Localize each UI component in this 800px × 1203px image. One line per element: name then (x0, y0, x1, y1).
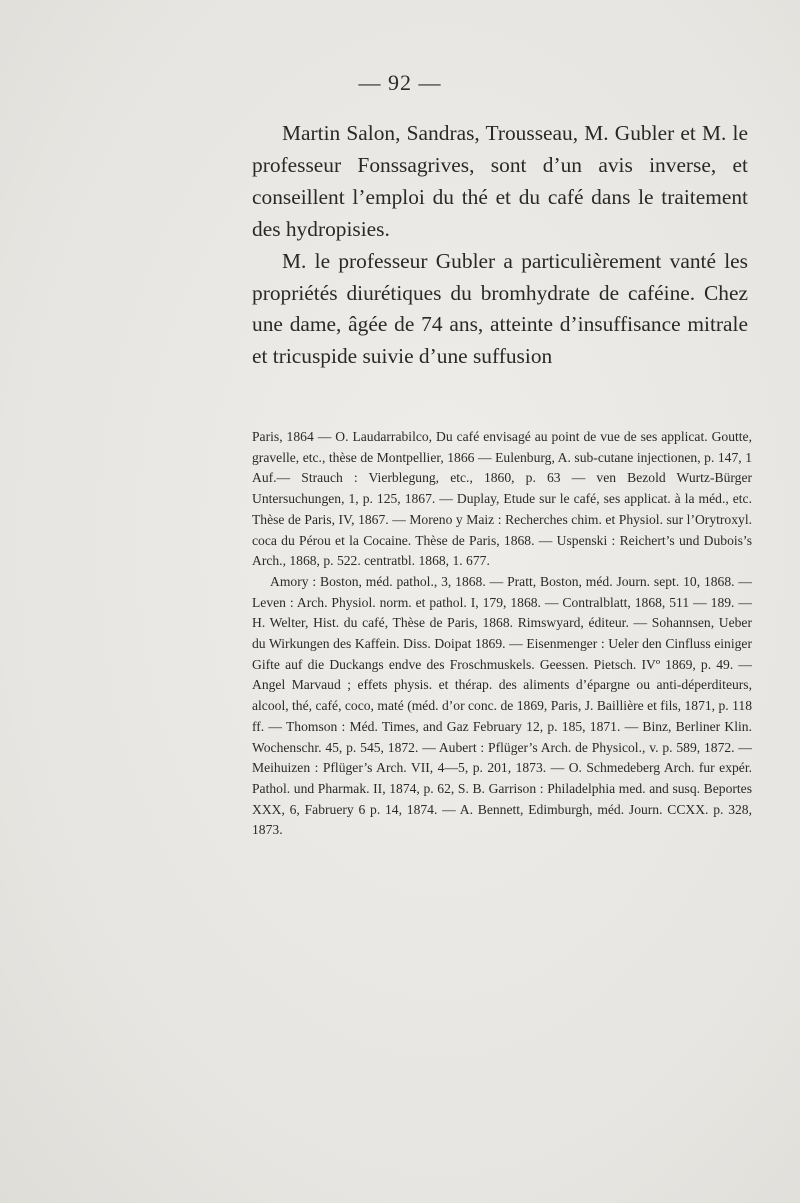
notes-block-2: Amory : Boston, méd. pathol., 3, 1868. — Pratt, Boston, méd. Journ. sept. 10, 1868. — Leven : Arch. Physiol. norm. et pathol. I, 179, 1868. — Contralblatt, 1868, 511 — 189. — H. Welter, Hist. du café, Thèse de Paris, 1868. Rimswyard, éditeur. — Sohannsen, Ueber du Wirkungen des Kaffein. Diss. Doipat 1869. — Eisenmenger : Ueler den Cinfluss einiger Gifte auf die Duckangs endve des Froschmuskels. Geessen. Pietsch. IVº 1869, p. 49. — Angel Marvaud ; effets physis. et thérap. des aliments d’épargne ou anti-déperditeurs, alcool, thé, café, coco, maté (méd. d’or conc. de 1869, Paris, J. Baillière et fils, 1871, p. 118 ff. — Thomson : Méd. Times, and Gaz February 12, p. 185, 1871. — Binz, Berliner Klin. Wochenschr. 45, p. 545, 1872. — Aubert : Pflüger’s Arch. de Physicol., v. p. 589, 1872. — Meihuizen : Pflüger’s Arch. VII, 4—5, p. 201, 1873. — O. Schmedeberg Arch. fur expér. Pathol. und Pharmak. II, 1874, p. 62, S. B. Garrison : Philadelphia med. and susq. Beportes XXX, 6, Fabruery 6 p. 14, 1874. — A. Bennett, Edimburgh, méd. Journ. CCXX. p. 328, 1873. (252, 573, 752, 838)
main-text (252, 118, 748, 373)
page-number: — 92 — (358, 70, 442, 95)
body-paragraph-1: Martin Salon, Sandras, Trousseau, M. Gubler et M. le professeur Fonssagrives, sont d’un avis inverse, et conseillent l’emploi du thé et du café dans le traitement des hydropisies. (252, 121, 748, 241)
body-paragraph-2: M. le professeur Gubler a particulièrement vanté les propriétés diurétiques du bromhydrate de caféine. Chez une dame, âgée de 74 ans, atteinte d’insuffisance mitrale et tricuspide suivie d’une suffusion (252, 248, 748, 369)
notes-block-1: Paris, 1864 — O. Laudarrabilco, Du café envisagé au point de vue de ses applicat. Goutte, gravelle, etc., thèse de Montpellier, 1866 — Eulenburg, A. sub-cutane injectionen, p. 147, 1 Auf.— Strauch : Vierblegung, etc., 1860, p. 63 — ven Bezold Wurtz-Bürger Untersuchungen, 1, p. 125, 1867. — Duplay, Etude sur le café, ses applicat. à la méd., etc. Thèse de Paris, IV, 1867. — Moreno y Maiz : Recherches chim. et Physiol. sur l’Orytroxyl. coca du Pérou et la Cocaine. Thèse de Paris, 1868. — Uspenski : Reichert’s und Dubois’s Arch., 1868, p. 522. centratbl. 1868, 1. 677. (252, 429, 752, 569)
bibliography-notes (252, 427, 752, 841)
